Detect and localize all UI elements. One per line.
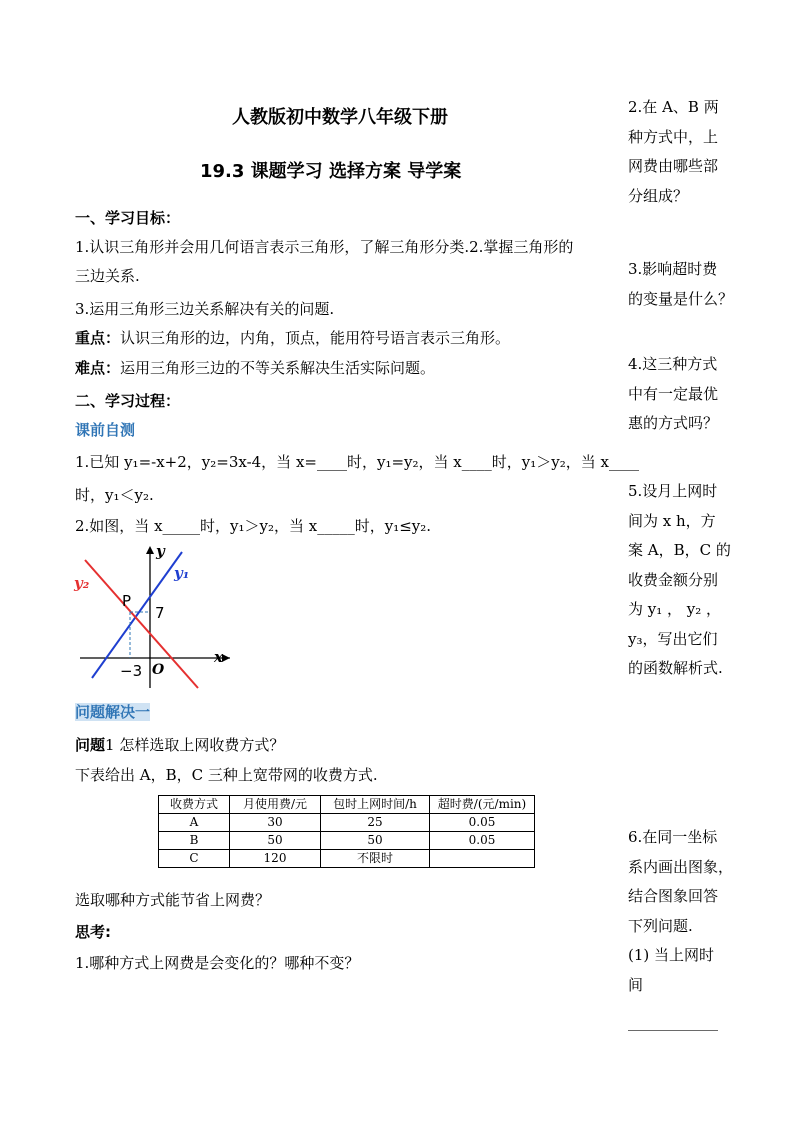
side-line: 中有一定最优 (628, 384, 719, 403)
problem-line (75, 735, 284, 755)
side-line: y₃，写出它们 (628, 629, 718, 648)
table-header-row (159, 796, 535, 814)
side-question-3 (628, 255, 733, 314)
y-axis-arrow (146, 546, 154, 554)
side-question-6 (628, 823, 733, 1038)
question-1-line-2: 时，y₁＜y₂. (75, 486, 154, 504)
header-cell: 包时上网时间/h (321, 796, 430, 814)
fee-table (158, 795, 535, 868)
side-line: 结合图象回答 (628, 887, 719, 905)
key-label: 重点： (75, 329, 121, 347)
side-line: 为 y₁ ， y₂ ， (628, 600, 722, 618)
goal-line-2: 三边关系. (75, 267, 140, 285)
goal-line-3: 3.运用三角形三边关系解决有关的问题. (75, 300, 335, 318)
side-line: 案 A，B，C 的 (628, 541, 731, 559)
doc-title: 人教版初中数学八年级下册 (232, 107, 448, 128)
side-line: 收费金额分别 (628, 570, 719, 589)
side-line: 2.在 A、B 两 (628, 98, 719, 116)
solve-heading-text: 问题解决一 (75, 703, 151, 721)
table-cell: 120 (230, 850, 321, 868)
answer-blank: ____________ (628, 1013, 718, 1031)
table-cell: 0.05 (430, 832, 535, 850)
x-axis-arrow (222, 654, 230, 662)
think-label: 思考: (75, 923, 111, 941)
side-question-5 (628, 477, 731, 684)
goal-line-1: 1.认识三角形并会用几何语言表示三角形，了解三角形分类.2.掌握三角形的 (75, 238, 574, 256)
side-line: 种方式中，上 (628, 127, 719, 146)
side-question-4 (628, 350, 718, 439)
side-line: 下列问题. (628, 916, 693, 935)
table-row (159, 850, 535, 868)
question-2-line: 2.如图，当 x_____时，y₁＞y₂，当 x_____时，y₁≤y₂. (75, 517, 432, 535)
header-cell: 收费方式 (159, 796, 230, 814)
side-line: 5.设月上网时 (628, 482, 718, 500)
side-line: 惠的方式吗？ (628, 414, 719, 432)
process-heading: 二、学习过程： (75, 392, 181, 410)
table-intro: 下表给出 A，B，C 三种上宽带网的收费方式. (75, 766, 378, 784)
header-cell: 超时费/(元/min) (430, 796, 535, 814)
side-line: 3.影响超时费 (628, 260, 718, 278)
problem-label: 问题 (75, 736, 106, 754)
header-cell: 月使用费/元 (230, 796, 321, 814)
table-cell: C (159, 850, 230, 868)
think-question-1: 1.哪种方式上网费是会变化的？哪种不变？ (75, 954, 360, 972)
label-neg3: −3 (120, 662, 143, 680)
side-line: 间为 x h，方 (628, 511, 716, 530)
side-line: 分组成？ (628, 186, 689, 205)
table-row (159, 814, 535, 832)
side-line: 间 (628, 975, 644, 994)
table-cell: 0.05 (430, 814, 535, 832)
goals-heading: 一、学习目标： (75, 209, 181, 227)
save-question: 选取哪种方式能节省上网费？ (75, 891, 271, 909)
table-row (159, 832, 535, 850)
side-line: 6.在同一坐标 (628, 828, 718, 846)
table-cell: 25 (321, 814, 430, 832)
doc-subtitle: 19.3 课题学习 选择方案 导学案 (200, 161, 462, 182)
key-point (75, 328, 510, 348)
table-cell: 50 (321, 832, 430, 850)
side-line: 系内画出图象， (628, 857, 734, 876)
problem-text: 1 怎样选取上网收费方式？ (105, 736, 285, 754)
question-1-line-1: 1.已知 y₁=-x+2，y₂=3x-4，当 x=____时，y₁=y₂，当 x____时，y₁＞y₂，当 x____ (75, 453, 639, 471)
label-x-axis: x (214, 648, 223, 666)
line-y1 (92, 552, 182, 678)
side-line: 的函数解析式. (628, 659, 723, 677)
side-line: 网费由哪些部 (628, 157, 719, 175)
difficulty-label: 难点： (75, 359, 121, 377)
label-origin: O (152, 662, 165, 678)
label-y2: y₂ (74, 574, 90, 592)
table-cell: A (159, 814, 230, 832)
table-cell: 不限时 (321, 850, 430, 868)
key-text: 认识三角形的边，内角，顶点，能用符号语言表示三角形。 (120, 329, 511, 347)
side-line: (1) 当上网时 (628, 946, 715, 964)
label-y1: y₁ (174, 564, 190, 582)
solve-heading (75, 702, 150, 722)
side-line: 的变量是什么？ (628, 289, 734, 308)
table-cell (430, 850, 535, 868)
table-cell: B (159, 832, 230, 850)
table-cell: 50 (230, 832, 321, 850)
label-y-axis: y (156, 542, 165, 560)
difficulty (75, 358, 435, 378)
label-p: P (122, 592, 132, 610)
line-graph (70, 540, 240, 690)
side-line: 4.这三种方式 (628, 355, 718, 373)
side-question-2 (628, 93, 719, 211)
table-cell: 30 (230, 814, 321, 832)
difficulty-text: 运用三角形三边的不等关系解决生活实际问题。 (120, 359, 436, 377)
label-seven: 7 (155, 604, 165, 622)
pretest-heading: 课前自测 (75, 421, 136, 439)
